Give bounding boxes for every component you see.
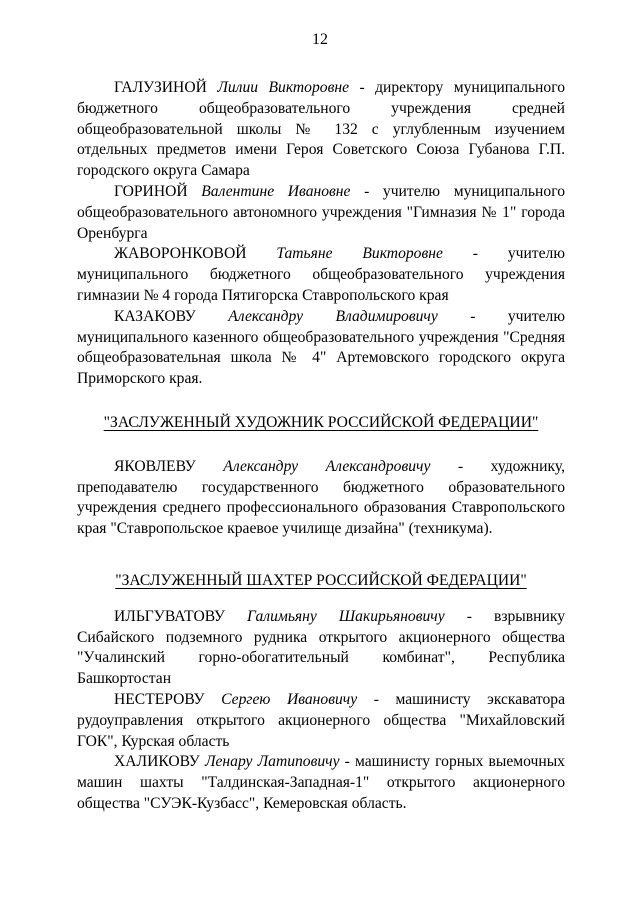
award-title: "ЗАСЛУЖЕННЫЙ ХУДОЖНИК РОССИЙСКОЙ ФЕДЕРАЦИИ" [103, 413, 539, 431]
award-entry [77, 244, 565, 306]
recipient-description: - взрывнику Сибайского подземного рудника открытого акционерного общества "Учалинский горно-обогатительный комбинат", Республика Башкортостан [77, 607, 565, 688]
award-entry [77, 182, 565, 244]
recipient-description: - машинисту экскаватора рудоуправления открытого акционерного общества "Михайловский ГОК", Курская область [77, 690, 565, 750]
recipient-surname: ЖАВОРОНКОВОЙ [114, 245, 247, 263]
award-entry [77, 607, 565, 690]
award-title: "ЗАСЛУЖЕННЫЙ ШАХТЕР РОССИЙСКОЙ ФЕДЕРАЦИИ" [115, 571, 527, 589]
recipient-description: - учителю муниципального казенного общеобразовательного учреждения "Средняя общеобразовательная школа № 4" Артемовского городского округа Приморского края. [77, 307, 565, 388]
recipient-surname: ИЛЬГУВАТОВУ [114, 607, 225, 625]
recipient-name: Лилии Викторовне [217, 79, 350, 96]
recipient-surname: ХАЛИКОВУ [114, 753, 200, 771]
award-entry [77, 78, 565, 182]
document-body [77, 78, 565, 815]
award-entry [77, 307, 565, 390]
recipient-surname: ЯКОВЛЕВУ [114, 457, 196, 475]
page-number: 12 [312, 31, 328, 48]
award-entry [77, 690, 565, 752]
recipient-surname: КАЗАКОВУ [114, 307, 196, 325]
award-entry [77, 752, 565, 814]
recipient-surname: ГАЛУЗИНОЙ [114, 79, 207, 96]
recipient-description: - директору муниципального бюджетного общеобразовательного учреждения средней общеобразовательной школы № 132 с углубленным изучением отдельных предметов имени Героя Советского Союза Губанова Г.П. городского округа Самара [77, 79, 566, 180]
recipient-surname: ГОРИНОЙ [114, 182, 188, 200]
recipient-surname: НЕСТЕРОВУ [114, 690, 205, 708]
recipient-description: - машинисту горных выемочных машин шахты "Талдинская-Западная-1" открытого акционерного общества "СУЭК-Кузбасс", Кемеровская область. [77, 753, 565, 812]
recipient-name: Сергею Ивановичу [221, 690, 358, 708]
recipient-name: Галимьяну Шакирьяновичу [247, 607, 445, 625]
award-entry [77, 457, 565, 540]
award-section-miner [77, 607, 565, 815]
recipient-description: - художнику, преподавателю государственного бюджетного образовательного учреждения среднего профессионального образования Ставропольского края "Ставропольское краевое училище дизайна" (техникума). [77, 457, 565, 538]
recipient-name: Александру Владимировичу [228, 307, 438, 325]
recipient-name: Татьяне Викторовне [276, 245, 443, 263]
recipient-description: - учителю муниципального общеобразовательного автономного учреждения "Гимназия № 1" города Оренбурга [77, 182, 565, 242]
award-section-teachers [77, 78, 565, 390]
recipient-name: Ленару Латиповичу [204, 753, 340, 771]
award-section-artist [77, 457, 565, 540]
recipient-description: - учителю муниципального бюджетного общеобразовательного учреждения гимназии № 4 города Пятигорска Ставропольского края [77, 245, 565, 304]
recipient-name: Александру Александровичу [223, 457, 431, 475]
recipient-name: Валентине Ивановне [201, 182, 351, 200]
